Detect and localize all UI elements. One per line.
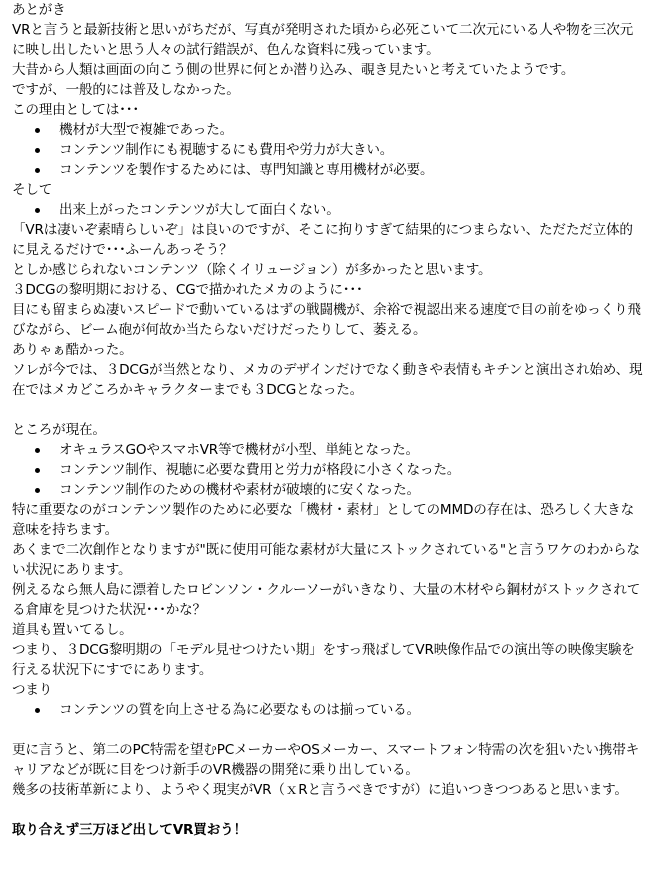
paragraph: としか感じられないコンテンツ（除くイリュージョン）が多かったと思います。: [12, 262, 492, 278]
paragraph: ですが、一般的には普及しなかった。: [12, 82, 240, 98]
additional-reason-list: [12, 200, 643, 220]
conclusion-list: [12, 700, 643, 720]
list-item-text: 出来上がったコンテンツが大して面白くない。: [59, 202, 340, 218]
paragraph: ところが現在。: [12, 422, 106, 438]
paragraph: 大昔から人類は画面の向こう側の世界に何とか潜り込み、覗き見たいと考えていたようです。: [12, 62, 575, 78]
paragraph: この理由としては･･･: [12, 102, 139, 118]
paragraph: ３DCGの黎明期における、CGで描かれたメカのように･･･: [12, 282, 363, 298]
paragraph: 「VRは凄いぞ素晴らしいぞ」は良いのですが、そこに拘りすぎて結果的につまらない、ただただ立体的に見えるだけで･･･ふーんあっそう？: [12, 222, 633, 258]
list-item-text: コンテンツの質を向上させる為に必要なものは揃っている。: [59, 702, 420, 718]
paragraph: あくまで二次創作となりますが"既に使用可能な素材が大量にストックされている"と言うワケのわからない状況にあります。: [12, 542, 640, 578]
paragraph: ソレが今では、３DCGが当然となり、メカのデザインだけでなく動きや表情もキチンと演出され始め、現在ではメカどころかキャラクターまでも３DCGとなった。: [12, 362, 643, 398]
paragraph: つまり: [12, 682, 53, 698]
paragraph: 特に重要なのがコンテンツ製作のために必要な「機材・素材」としてのMMDの存在は、恐ろしく大きな意味を持ちます。: [12, 502, 634, 538]
list-item: [12, 480, 643, 500]
reasons-list: [12, 120, 643, 180]
bullet-icon: [35, 488, 40, 493]
closing-statement: 取り合えず三万ほど出してVR買おう！: [12, 822, 247, 838]
bullet-icon: [35, 148, 40, 153]
paragraph: そして: [12, 182, 53, 198]
list-item: [12, 440, 643, 460]
paragraph: 道具も置いてるし。: [12, 622, 133, 638]
bullet-icon: [35, 448, 40, 453]
list-item: [12, 140, 643, 160]
paragraph: 幾多の技術革新により、ようやく現実がVR（ｘRと言うべきですが）に追いつきつつあると思います。: [12, 782, 628, 798]
paragraph: ありゃぁ酷かった。: [12, 342, 133, 358]
blank-line: [12, 800, 643, 820]
list-item-text: コンテンツ制作、視聴に必要な費用と労力が格段に小さくなった。: [59, 462, 461, 478]
bullet-icon: [35, 168, 40, 173]
paragraph: 目にも留まらぬ凄いスピードで動いているはずの戦闘機が、余裕で視認出来る速度で目の前をゆっくり飛びながら、ビーム砲が何故か当たらないだけだったりして、萎える。: [12, 302, 641, 338]
paragraph: VRと言うと最新技術と思いがちだが、写真が発明された頃から必死こいて二次元にいる人や物を三次元に映し出したいと思う人々の試行錯誤が、色んな資料に残っています。: [12, 22, 634, 58]
blank-line: [12, 400, 643, 420]
bullet-icon: [35, 128, 40, 133]
bullet-icon: [35, 468, 40, 473]
list-item-text: コンテンツ制作のための機材や素材が破壊的に安くなった。: [59, 482, 420, 498]
paragraph: つまり、３DCG黎明期の「モデル見せつけたい期」をすっ飛ばしてVR映像作品での演出等の映像実験を行える状況下にすでにあります。: [12, 642, 635, 678]
list-item-text: オキュラスGOやスマホVR等で機材が小型、単純となった。: [59, 442, 419, 458]
list-item: [12, 160, 643, 180]
paragraph: 例えるなら無人島に漂着したロビンソン・クルーソーがいきなり、大量の木材やら鋼材がストックされてる倉庫を見つけた状況･･･かな？: [12, 582, 641, 618]
list-item: [12, 120, 643, 140]
list-item: [12, 460, 643, 480]
current-state-list: [12, 440, 643, 500]
list-item-text: コンテンツを製作するためには、専門知識と専用機材が必要。: [59, 162, 434, 178]
paragraph: 更に言うと、第二のPC特需を望むPCメーカーやOSメーカー、スマートフォン特需の次を狙いたい携帯キャリアなどが既に目をつけ新手のVR機器の開発に乗り出している。: [12, 742, 639, 778]
list-item-text: コンテンツ制作にも視聴するにも費用や労力が大きい。: [59, 142, 394, 158]
bullet-icon: [35, 208, 40, 213]
list-item-text: 機材が大型で複雑であった。: [59, 122, 233, 138]
blank-line: [12, 720, 643, 740]
list-item: [12, 700, 643, 720]
bullet-icon: [35, 708, 40, 713]
heading: あとがき: [12, 2, 66, 18]
list-item: [12, 200, 643, 220]
